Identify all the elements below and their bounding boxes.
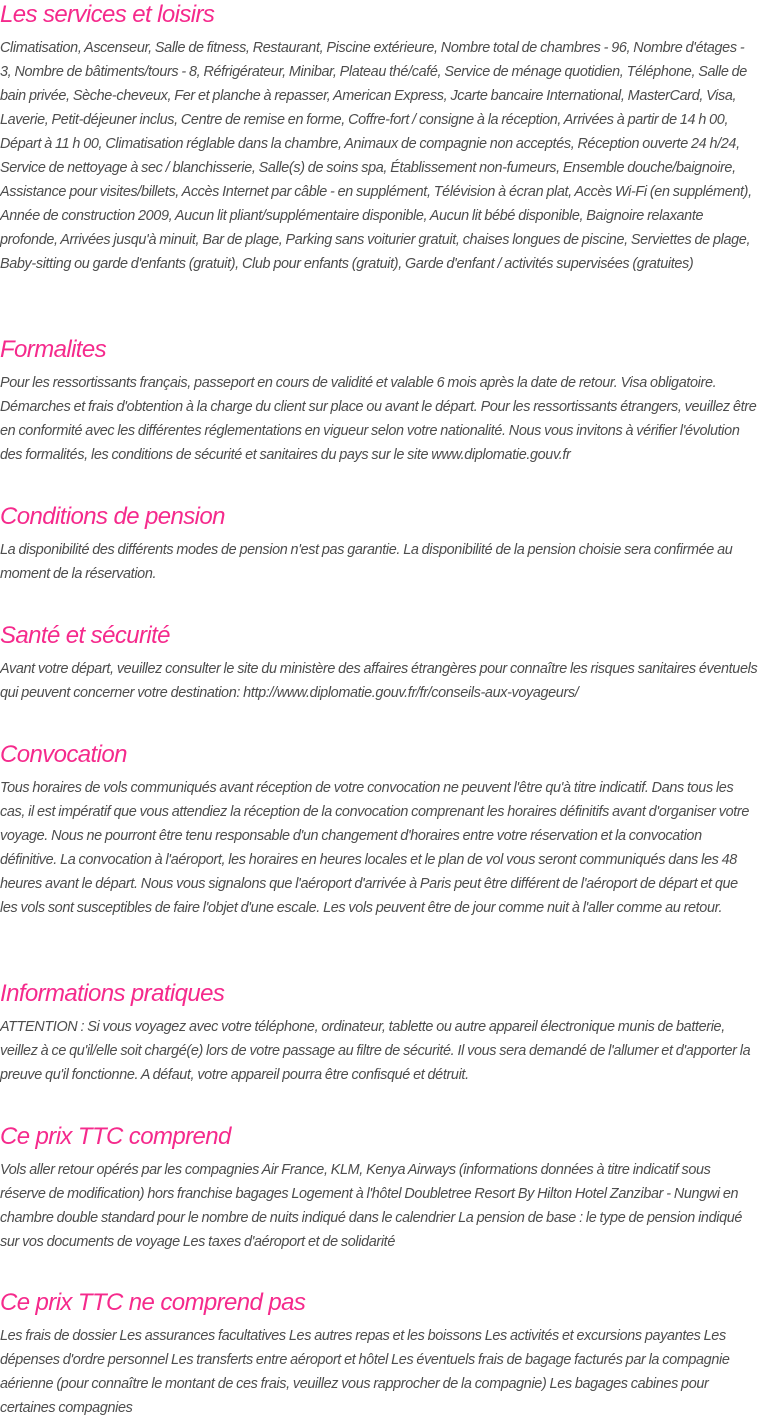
section-title: Convocation xyxy=(0,741,127,768)
section-convocation xyxy=(0,740,758,920)
section-body: Les frais de dossier Les assurances facultatives Les autres repas et les boissons Les activités et excursions payantes Les dépenses d'ordre personnel Les transferts entre aéroport et hôtel Les éventuels frais de bagage facturés par la compagnie aérienne (pour connaître le montant de ces frais, veuillez vous rapprocher de la compagnie) Les bagages cabines pour certaines compagnies xyxy=(0,1328,730,1416)
section-sante-securite xyxy=(0,621,758,705)
section-body: Avant votre départ, veuillez consulter le site du ministère des affaires étrangères pour connaître les risques sanitaires éventuels qui peuvent concerner votre destination: http://www.diplomatie.gouv.fr/fr/conseils-aux-voyageurs/ xyxy=(0,661,758,701)
section-prix-ne-comprend-pas xyxy=(0,1288,758,1420)
section-body: La disponibilité des différents modes de pension n'est pas garantie. La disponibilité de la pension choisie sera confirmée au moment de la réservation. xyxy=(0,542,733,582)
section-body: Tous horaires de vols communiqués avant réception de votre convocation ne peuvent l'être qu'à titre indicatif. Dans tous les cas, il est impératif que vous attendiez la réception de la convocation comprenant les horaires définitifs avant d'organiser votre voyage. Nous ne pourront être tenu responsable d'un changement d'horaires entre votre réservation et la convocation définitive. La convocation à l'aéroport, les horaires en heures locales et le plan de vol vous seront communiqués dans les 48 heures avant le départ. Nous vous signalons que l'aéroport d'arrivée à Paris peut être différent de l'aéroport de départ et que les vols sont susceptibles de faire l'objet d'une escale. Les vols peuvent être de jour comme nuit à l'aller comme au retour. xyxy=(0,780,749,916)
section-prix-comprend xyxy=(0,1122,758,1254)
section-title: Informations pratiques xyxy=(0,980,225,1007)
section-conditions-pension xyxy=(0,502,758,586)
section-services-loisirs xyxy=(0,0,758,276)
section-title: Les services et loisirs xyxy=(0,1,215,28)
section-body: Vols aller retour opérés par les compagnies Air France, KLM, Kenya Airways (informations données à titre indicatif sous réserve de modification) hors franchise bagages Logement à l'hôtel Doubletree Resort By Hilton Hotel Zanzibar - Nungwi en chambre double standard pour le nombre de nuits indiqué dans le calendrier La pension de base : le type de pension indiqué sur vos documents de voyage Les taxes d'aéroport et de solidarité xyxy=(0,1162,743,1250)
section-title: Ce prix TTC ne comprend pas xyxy=(0,1289,306,1316)
section-informations-pratiques xyxy=(0,979,758,1087)
section-body: Climatisation, Ascenseur, Salle de fitness, Restaurant, Piscine extérieure, Nombre total de chambres - 96, Nombre d'étages - 3, Nombre de bâtiments/tours - 8, Réfrigérateur, Minibar, Plateau thé/café, Service de ménage quotidien, Téléphone, Salle de bain privée, Sèche-cheveux, Fer et planche à repasser, American Express, Jcarte bancaire International, MasterCard, Visa, Laverie, Petit-déjeuner inclus, Centre de remise en forme, Coffre-fort / consigne à la réception, Arrivées à partir de 14 h 00, Départ à 11 h 00, Climatisation réglable dans la chambre, Animaux de compagnie non acceptés, Réception ouverte 24 h/24, Service de nettoyage à sec / blanchisserie, Salle(s) de soins spa, Établissement non-fumeurs, Ensemble douche/baignoire, Assistance pour visites/billets, Accès Internet par câble - en supplément, Télévision à écran plat, Accès Wi-Fi (en supplément), Année de construction 2009, Aucun lit pliant/supplémentaire disponible, Aucun lit bébé disponible, Baignoire relaxante profonde, Arrivées jusqu'à minuit, Bar de plage, Parking sans voiturier gratuit, chaises longues de piscine, Serviettes de plage, Baby-sitting ou garde d'enfants (gratuit), Club pour enfants (gratuit), Garde d'enfant / activités supervisées (gratuites) xyxy=(0,40,752,272)
section-body: ATTENTION : Si vous voyagez avec votre téléphone, ordinateur, tablette ou autre appareil électronique munis de batterie, veillez à ce qu'il/elle soit chargé(e) lors de votre passage au filtre de sécurité. Il vous sera demandé de l'allumer et d'apporter la preuve qu'il fonctionne. A défaut, votre appareil pourra être confisqué et détruit. xyxy=(0,1019,751,1083)
section-title: Santé et sécurité xyxy=(0,622,170,649)
section-title: Ce prix TTC comprend xyxy=(0,1123,231,1150)
section-body: Pour les ressortissants français, passeport en cours de validité et valable 6 mois après la date de retour. Visa obligatoire. Démarches et frais d'obtention à la charge du client sur place ou avant le départ. Pour les ressortissants étrangers, veuillez être en conformité avec les différentes réglementations en vigueur selon votre nationalité. Nous vous invitons à vérifier l'évolution des formalités, les conditions de sécurité et sanitaires du pays sur le site www.diplomatie.gouv.fr xyxy=(0,375,757,463)
section-formalites xyxy=(0,335,758,467)
section-title: Conditions de pension xyxy=(0,503,225,530)
section-title: Formalites xyxy=(0,336,107,363)
